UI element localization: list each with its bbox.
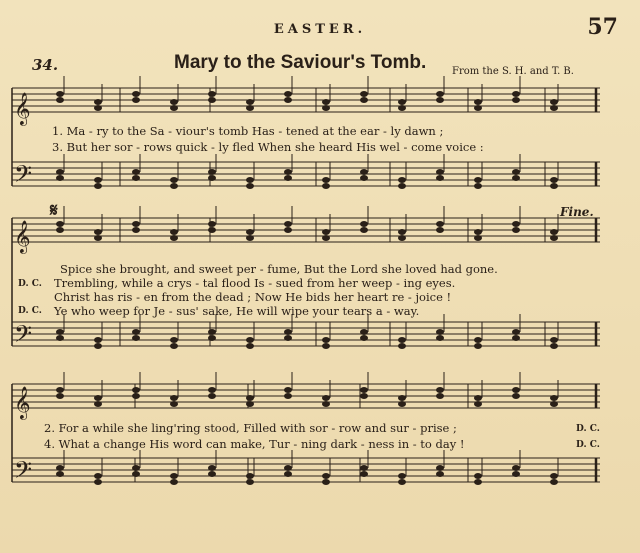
- dc-mark: D. C.: [18, 306, 42, 316]
- svg-text:𝄞: 𝄞: [14, 220, 31, 253]
- lyric-line-2-verse-1: Spice she brought, and sweet per - fume, But the Lord she loved had gone.: [60, 262, 498, 276]
- lyric-line-2-verse-2: Trembling, while a crys - tal flood Is - sued from her weep - ing eyes.: [54, 276, 456, 290]
- running-title: EASTER.: [273, 22, 367, 37]
- fine-marking: Fine.: [560, 205, 594, 219]
- dc-mark: D. C.: [576, 440, 600, 450]
- lyric-line-3-verse-4: 4. What a change His word can make, Tur - ning dark - ness in - to day !: [44, 437, 465, 451]
- hymn-attribution: From the S. H. and T. B.: [452, 66, 574, 77]
- lyric-line-1-verse-3: 3. But her sor - rows quick - ly fled When she heard His wel - come voice :: [52, 140, 484, 154]
- lyric-line-2-verse-3: Christ has ris - en from the dead ; Now He bids her heart re - joice !: [54, 290, 452, 304]
- hymn-number: 34.: [32, 56, 59, 74]
- svg-text:𝄞: 𝄞: [14, 386, 31, 419]
- page-number: 57: [587, 14, 618, 40]
- svg-text:𝄞: 𝄞: [14, 92, 31, 125]
- lyric-line-1-verse-1: 1. Ma - ry to the Sa - viour's tomb Has - tened at the ear - ly dawn ;: [52, 124, 444, 138]
- svg-text:𝄢: 𝄢: [14, 320, 33, 353]
- svg-text:𝄢: 𝄢: [14, 160, 33, 193]
- dc-mark: D. C.: [18, 279, 42, 289]
- lyric-line-3-verse-2: 2. For a while she ling'ring stood, Filled with sor - row and sur - prise ;: [44, 421, 457, 435]
- dc-mark: D. C.: [576, 424, 600, 434]
- lyric-line-2-verse-4: Ye who weep for Je - sus' sake, He will wipe your tears a - way.: [54, 304, 420, 318]
- segno-sign: 𝄋: [50, 200, 58, 221]
- hymn-title: Mary to the Saviour's Tomb.: [174, 52, 427, 73]
- svg-text:𝄢: 𝄢: [14, 456, 33, 489]
